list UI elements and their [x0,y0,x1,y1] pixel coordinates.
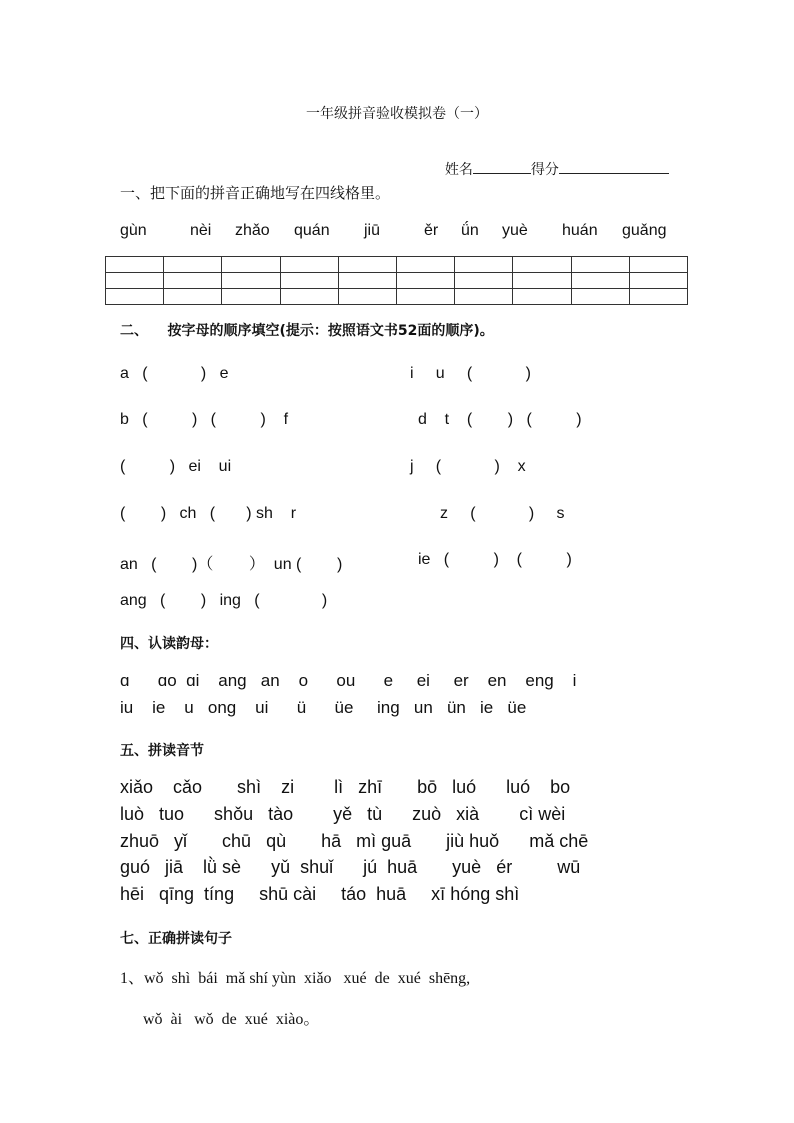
sentence-line-2: wǒ ài wǒ de xué xiào。 [143,1011,320,1028]
fill-row-4-right: z ( ) s [440,505,565,522]
sentence-line-1: 1、wǒ shì bái mǎ shí yùn xiǎo xué de xué shēng, [120,970,471,987]
pinyin-word-6: ěr [424,222,439,239]
section5-heading: 五、拼读音节 [120,743,204,759]
finals-line-2: iu ie u ong ui ü üe ing un ün ie üe [120,698,527,717]
pinyin-word-9: huán [562,222,598,239]
pinyin-word-2: nèi [190,222,212,239]
score-label: 得分 [530,162,559,178]
fill-row-5-right: ie ( ) ( ) [418,551,572,568]
pinyin-word-1: gùn [120,222,147,239]
name-label: 姓名 [444,162,473,178]
fill-row-5-left: an ( )（ ） un ( ) [120,556,343,573]
pinyin-word-5: jiū [364,222,381,239]
fill-row-4-left: ( ) ch ( ) sh r [120,505,297,522]
page-title: 一年级拼音验收模拟卷（一） [306,106,488,122]
section7-heading: 七、正确拼读句子 [120,931,232,947]
fill-row-1-left: a ( ) e [120,365,229,382]
section2-heading: 二、 按字母的顺序填空(提示：按照语文书52面的顺序)。 [120,323,494,339]
syllable-line-3: zhuō yǐ chū qù hā mì ɡuā jiù huǒ mǎ chē [120,831,589,851]
fill-row-3-left: ( ) ei ui [120,458,232,475]
pinyin-word-4: quán [294,222,330,239]
section4-heading: 四、认读韵母： [120,636,218,652]
pinyin-word-7: ǘn [461,222,479,239]
finals-line-1: ɑ ɑo ɑi ang an o ou e ei er en eng i [120,671,577,690]
fill-row-1-right: i u ( ) [410,365,531,382]
fill-row-3-right: j ( ) x [410,458,526,475]
syllable-line-1: xiǎo cǎo shì zi lì zhī bō luó luó bo [120,777,571,797]
fill-row-2-left: b ( ) ( ) f [120,411,289,428]
four-line-grid[interactable] [105,256,688,305]
fill-row-6: ang ( ) ing ( ) [120,592,328,609]
pinyin-word-10: guǎng [622,222,667,239]
name-score-row [436,143,669,179]
pinyin-word-3: zhǎo [235,222,270,239]
section1-heading: 一、把下面的拼音正确地写在四线格里。 [120,184,391,202]
name-blank[interactable] [473,159,531,174]
syllable-line-5: hēi qīng tíng shū cài táo huā xī hóng shì [120,884,520,904]
syllable-line-4: ɡuó jiā lǜ sè yǔ shuǐ jú huā yuè ér wū [120,857,581,877]
fill-row-2-right: d t ( ) ( ) [418,411,582,428]
score-blank[interactable] [559,159,669,174]
pinyin-word-8: yuè [502,222,528,239]
syllable-line-2: luò tuo shǒu tào yě tù zuò xià cì wèi [120,804,566,824]
